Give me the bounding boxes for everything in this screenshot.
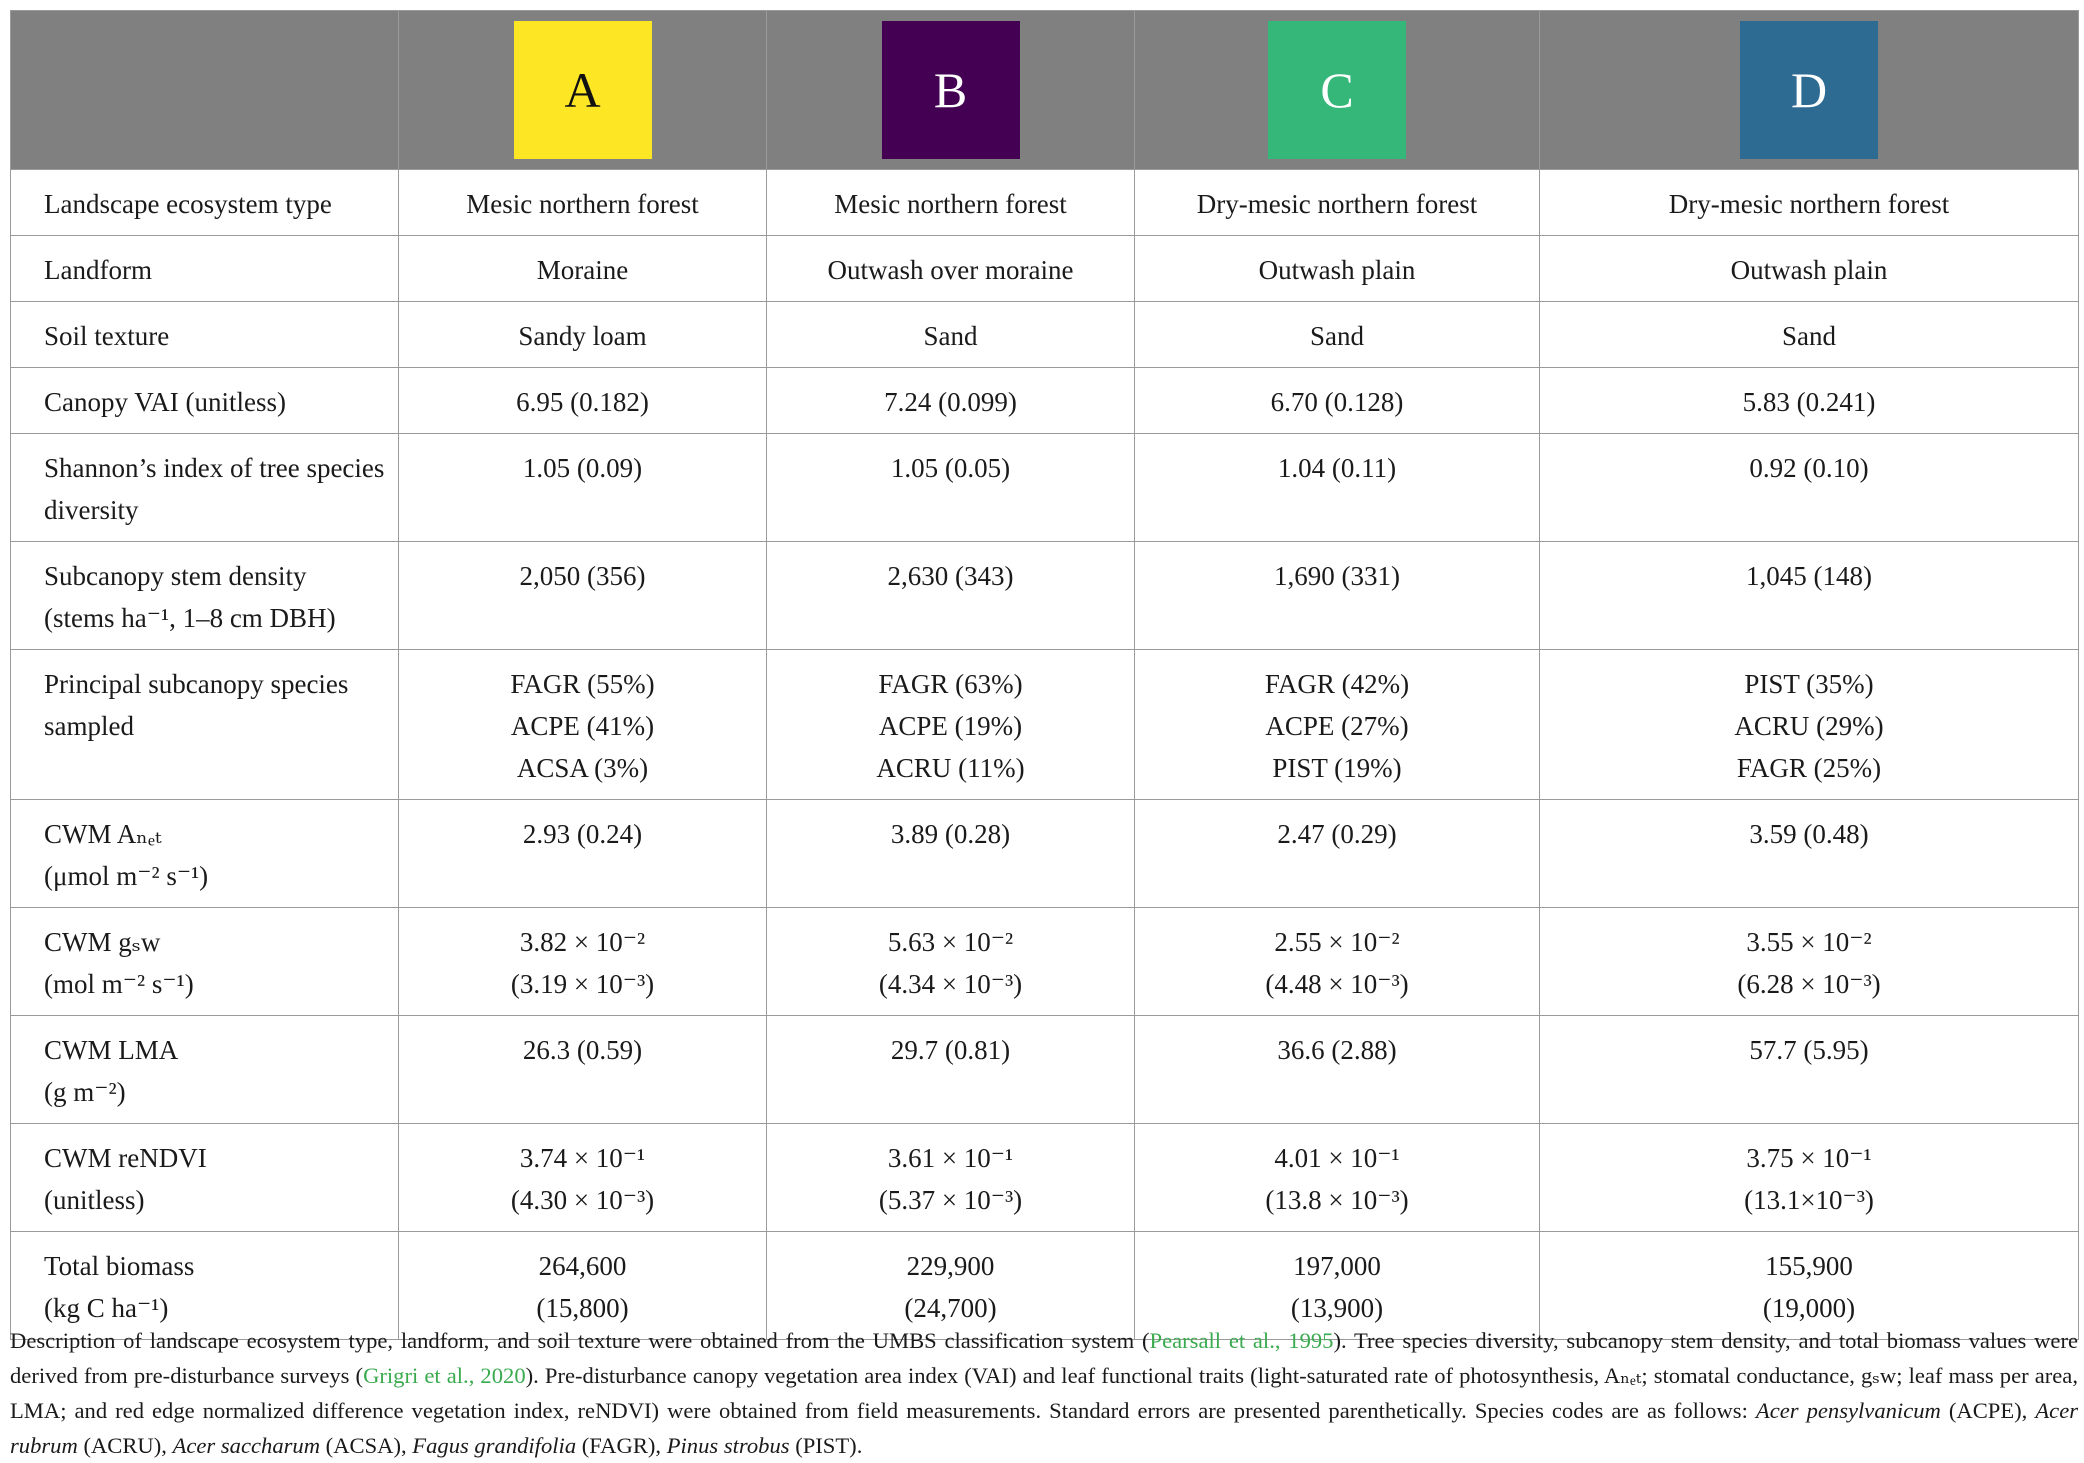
row-label-line: (g m⁻²) bbox=[44, 1077, 126, 1107]
cell-value: FAGR (55%) bbox=[510, 669, 655, 699]
cell-value: 1.05 (0.09) bbox=[522, 453, 643, 483]
caption-text: (PIST). bbox=[789, 1432, 863, 1458]
cell-value: 2.55 × 10⁻² bbox=[1274, 927, 1400, 957]
cell-value: Moraine bbox=[536, 255, 629, 285]
data-cell bbox=[399, 650, 767, 800]
cell-value: Sand bbox=[1310, 321, 1364, 351]
cell-value: FAGR (63%) bbox=[878, 669, 1023, 699]
cell-value: 1,045 (148) bbox=[1746, 561, 1872, 591]
site-characteristics-table bbox=[10, 10, 2079, 1340]
header-corner-cell bbox=[11, 11, 399, 170]
row-label-line: Principal subcanopy species sampled bbox=[44, 669, 349, 741]
data-cell bbox=[399, 908, 767, 1016]
caption-text: (ACSA), bbox=[320, 1432, 413, 1458]
cell-value: 197,000 bbox=[1293, 1251, 1381, 1281]
cell-value: Outwash over moraine bbox=[827, 255, 1074, 285]
cell-value: Mesic northern forest bbox=[834, 189, 1067, 219]
header-cell bbox=[399, 11, 767, 170]
table-row bbox=[11, 434, 2079, 542]
data-cell bbox=[767, 1016, 1135, 1124]
row-label bbox=[11, 1016, 399, 1124]
caption-text: (ACRU), bbox=[77, 1432, 173, 1458]
caption-text: (ACPE), bbox=[1940, 1397, 2036, 1423]
row-label bbox=[11, 302, 399, 368]
data-cell bbox=[767, 170, 1135, 236]
data-cell bbox=[1135, 1124, 1540, 1232]
row-label-line: (μmol m⁻² s⁻¹) bbox=[44, 861, 209, 891]
data-cell bbox=[767, 368, 1135, 434]
table-row bbox=[11, 302, 2079, 368]
data-cell bbox=[399, 800, 767, 908]
species-name: Fagus grandifolia bbox=[412, 1432, 577, 1458]
cell-value: PIST (19%) bbox=[1272, 753, 1402, 783]
cell-value: 6.95 (0.182) bbox=[516, 387, 649, 417]
data-cell bbox=[1540, 368, 2079, 434]
cell-value: 1,690 (331) bbox=[1274, 561, 1400, 591]
cell-value: ACPE (27%) bbox=[1265, 711, 1409, 741]
row-label-line: CWM LMA bbox=[44, 1035, 179, 1065]
cell-value: FAGR (42%) bbox=[1264, 669, 1410, 699]
data-cell bbox=[399, 1016, 767, 1124]
row-label-line: Subcanopy stem density bbox=[44, 561, 307, 591]
data-cell bbox=[399, 542, 767, 650]
cell-value: 2.47 (0.29) bbox=[1277, 819, 1397, 849]
row-label-line: CWM reNDVI bbox=[44, 1143, 207, 1173]
table-row bbox=[11, 908, 2079, 1016]
cell-value: 7.24 (0.099) bbox=[884, 387, 1017, 417]
cell-value: ACPE (41%) bbox=[510, 711, 655, 741]
data-cell bbox=[1540, 1016, 2079, 1124]
cell-value: 3.55 × 10⁻² bbox=[1746, 927, 1872, 957]
cell-value: (3.19 × 10⁻³) bbox=[510, 969, 655, 999]
row-label-line: Total biomass bbox=[44, 1251, 195, 1281]
cell-value: 3.61 × 10⁻¹ bbox=[887, 1143, 1014, 1173]
row-label bbox=[11, 800, 399, 908]
data-cell bbox=[1135, 170, 1540, 236]
cell-value: 3.74 × 10⁻¹ bbox=[519, 1143, 646, 1173]
cell-value: 4.01 × 10⁻¹ bbox=[1274, 1143, 1400, 1173]
cell-value: 155,900 bbox=[1765, 1251, 1853, 1281]
data-cell bbox=[1135, 542, 1540, 650]
cell-value: 6.70 (0.128) bbox=[1270, 387, 1404, 417]
cell-value: FAGR (25%) bbox=[1736, 753, 1882, 783]
row-label bbox=[11, 542, 399, 650]
data-cell bbox=[1135, 650, 1540, 800]
cell-value: 29.7 (0.81) bbox=[890, 1035, 1011, 1065]
cell-value: (13.1×10⁻³) bbox=[1744, 1185, 1874, 1215]
data-cell bbox=[399, 302, 767, 368]
table-row bbox=[11, 650, 2079, 800]
table-row bbox=[11, 170, 2079, 236]
cell-value: 36.6 (2.88) bbox=[1277, 1035, 1397, 1065]
cell-value: 3.82 × 10⁻² bbox=[519, 927, 646, 957]
data-cell bbox=[399, 434, 767, 542]
cell-value: PIST (35%) bbox=[1744, 669, 1874, 699]
cell-value: (13,900) bbox=[1290, 1293, 1384, 1323]
data-cell bbox=[767, 236, 1135, 302]
species-name: Acer rubrum bbox=[10, 1397, 2079, 1458]
cell-value: 1.05 (0.05) bbox=[890, 453, 1011, 483]
data-cell bbox=[1540, 650, 2079, 800]
cell-value: Mesic northern forest bbox=[466, 189, 699, 219]
data-cell bbox=[1135, 236, 1540, 302]
cell-value: (24,700) bbox=[904, 1293, 997, 1323]
data-cell bbox=[399, 1124, 767, 1232]
row-label-line: Soil texture bbox=[44, 321, 170, 351]
data-cell bbox=[1540, 800, 2079, 908]
cell-value: Dry-mesic northern forest bbox=[1196, 189, 1478, 219]
data-cell bbox=[767, 800, 1135, 908]
data-cell bbox=[1540, 302, 2079, 368]
data-cell bbox=[767, 542, 1135, 650]
row-label-line: (unitless) bbox=[44, 1185, 145, 1215]
data-cell bbox=[767, 302, 1135, 368]
cell-value: Dry-mesic northern forest bbox=[1668, 189, 1950, 219]
data-cell bbox=[1135, 908, 1540, 1016]
citation-link[interactable]: Pearsall et al., 1995 bbox=[1149, 1327, 1334, 1353]
citation-link[interactable]: Grigri et al., 2020 bbox=[363, 1362, 526, 1388]
cell-value: (19,000) bbox=[1762, 1293, 1856, 1323]
data-cell bbox=[1135, 368, 1540, 434]
caption-text: Description of landscape ecosystem type, landform, and soil texture were obtained from the UMBS classification system ( bbox=[10, 1327, 1150, 1353]
row-label bbox=[11, 434, 399, 542]
data-cell bbox=[1135, 302, 1540, 368]
data-cell bbox=[1540, 908, 2079, 1016]
table-caption bbox=[10, 1323, 2078, 1463]
header-cell bbox=[1540, 11, 2079, 170]
data-cell bbox=[1540, 236, 2079, 302]
cell-value: 26.3 (0.59) bbox=[522, 1035, 643, 1065]
cell-value: 5.83 (0.241) bbox=[1742, 387, 1876, 417]
row-label bbox=[11, 170, 399, 236]
cell-value: ACRU (11%) bbox=[876, 753, 1025, 783]
data-cell bbox=[1135, 1016, 1540, 1124]
row-label-line: (stems ha⁻¹, 1–8 cm DBH) bbox=[44, 603, 336, 633]
caption-text: (FAGR), bbox=[576, 1432, 667, 1458]
row-label bbox=[11, 1124, 399, 1232]
species-name: Pinus strobus bbox=[666, 1432, 790, 1458]
cell-value: Sandy loam bbox=[518, 321, 647, 351]
row-label bbox=[11, 368, 399, 434]
cell-value: 1.04 (0.11) bbox=[1277, 453, 1397, 483]
cell-value: (4.34 × 10⁻³) bbox=[878, 969, 1023, 999]
row-label-line: Canopy VAI (unitless) bbox=[44, 387, 286, 417]
header-cell bbox=[767, 11, 1135, 170]
cell-value: Outwash plain bbox=[1730, 255, 1888, 285]
row-label bbox=[11, 236, 399, 302]
table-row bbox=[11, 368, 2079, 434]
cell-value: 229,900 bbox=[906, 1251, 995, 1281]
data-cell bbox=[767, 434, 1135, 542]
row-label-line: CWM Aₙₑₜ bbox=[44, 819, 162, 849]
cell-value: (13.8 × 10⁻³) bbox=[1265, 1185, 1409, 1215]
row-label-line: Shannon’s index of tree species diversity bbox=[44, 453, 385, 525]
row-label-line: (mol m⁻² s⁻¹) bbox=[44, 969, 194, 999]
cell-value: (4.48 × 10⁻³) bbox=[1265, 969, 1409, 999]
table-row bbox=[11, 236, 2079, 302]
table-row bbox=[11, 542, 2079, 650]
table-row bbox=[11, 1016, 2079, 1124]
cell-value: Sand bbox=[1782, 321, 1836, 351]
cell-value: ACPE (19%) bbox=[878, 711, 1023, 741]
data-cell bbox=[1540, 170, 2079, 236]
species-name: Acer saccharum bbox=[172, 1432, 321, 1458]
data-cell bbox=[1135, 434, 1540, 542]
data-cell bbox=[1540, 1124, 2079, 1232]
data-cell bbox=[1540, 542, 2079, 650]
cell-value: 2.93 (0.24) bbox=[522, 819, 643, 849]
data-cell bbox=[1135, 800, 1540, 908]
row-label bbox=[11, 908, 399, 1016]
cell-value: (6.28 × 10⁻³) bbox=[1737, 969, 1881, 999]
row-label-line: CWM gₛw bbox=[44, 927, 161, 957]
site-swatch: C bbox=[1268, 21, 1406, 159]
caption-text: ). Tree species diversity, subcanopy stem density, and total biomass values were derived from pre-disturbance surveys ( bbox=[10, 1327, 2078, 1388]
cell-value: 0.92 (0.10) bbox=[1749, 453, 1869, 483]
site-swatch: B bbox=[882, 21, 1020, 159]
species-name: Acer pensylvanicum bbox=[1755, 1397, 1941, 1423]
data-cell bbox=[767, 1124, 1135, 1232]
cell-value: Outwash plain bbox=[1258, 255, 1416, 285]
data-cell bbox=[767, 650, 1135, 800]
cell-value: (5.37 × 10⁻³) bbox=[878, 1185, 1023, 1215]
cell-value: 2,630 (343) bbox=[887, 561, 1014, 591]
caption-text: ). Pre-disturbance canopy vegetation area index (VAI) and leaf functional traits (light-saturated rate of photosynthesis, Aₙₑₜ; stomatal conductance, gₛw; leaf mass per area, LMA; and red edge normalized difference vegetation index, reNDVI) were obtained from field measurements. Standard errors are presented parenthetically. Species codes are as follows: bbox=[10, 1362, 2078, 1423]
cell-value: 3.75 × 10⁻¹ bbox=[1746, 1143, 1872, 1173]
row-label-line: (kg C ha⁻¹) bbox=[44, 1293, 169, 1323]
table-row bbox=[11, 800, 2079, 908]
cell-value: ACSA (3%) bbox=[516, 753, 649, 783]
row-label-line: Landform bbox=[44, 255, 152, 285]
table-row bbox=[11, 1124, 2079, 1232]
cell-value: 264,600 bbox=[538, 1251, 627, 1281]
cell-value: (15,800) bbox=[536, 1293, 629, 1323]
cell-value: (4.30 × 10⁻³) bbox=[510, 1185, 655, 1215]
cell-value: 3.59 (0.48) bbox=[1749, 819, 1869, 849]
data-cell bbox=[767, 908, 1135, 1016]
data-cell bbox=[1540, 434, 2079, 542]
cell-value: 2,050 (356) bbox=[519, 561, 646, 591]
data-cell bbox=[399, 368, 767, 434]
data-cell bbox=[399, 170, 767, 236]
header-cell bbox=[1135, 11, 1540, 170]
site-swatch: A bbox=[514, 21, 652, 159]
cell-value: 3.89 (0.28) bbox=[890, 819, 1011, 849]
cell-value: ACRU (29%) bbox=[1734, 711, 1884, 741]
row-label bbox=[11, 650, 399, 800]
row-label-line: Landscape ecosystem type bbox=[44, 189, 332, 219]
header-row bbox=[11, 11, 2079, 170]
cell-value: Sand bbox=[923, 321, 978, 351]
cell-value: 5.63 × 10⁻² bbox=[887, 927, 1014, 957]
site-swatch: D bbox=[1740, 21, 1878, 159]
data-cell bbox=[399, 236, 767, 302]
cell-value: 57.7 (5.95) bbox=[1749, 1035, 1869, 1065]
